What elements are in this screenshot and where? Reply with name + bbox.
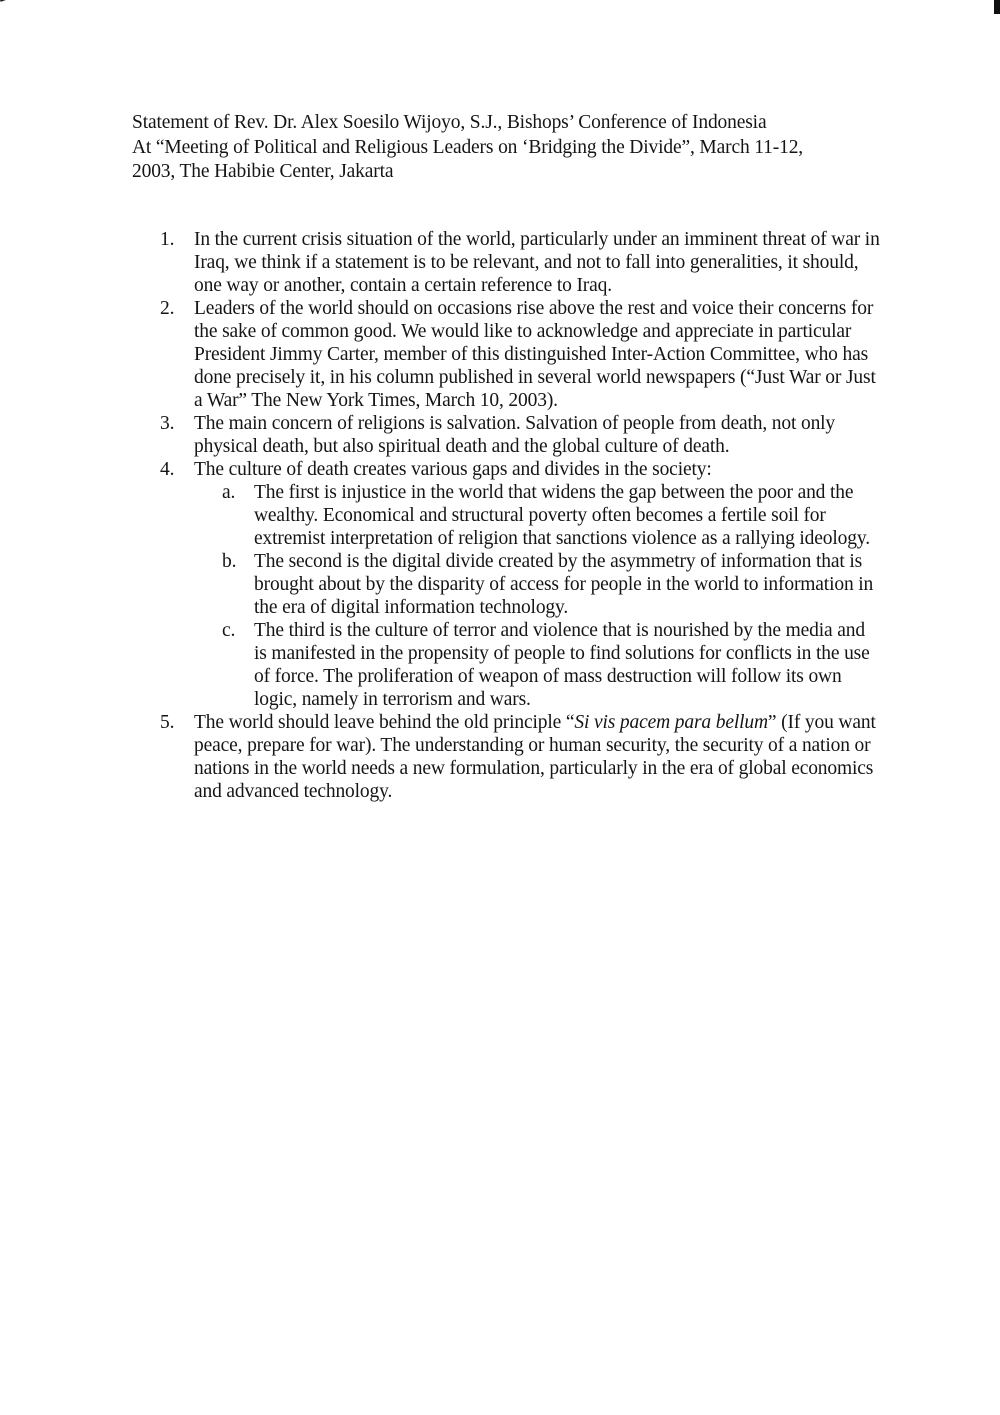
item-number: 3. [160, 413, 175, 434]
statement-items [160, 228, 880, 803]
sub-item-text: The third is the culture of terror and violence that is nourished by the media and is manifested in the propensity of people to find solutions for conflicts in the use of force. The proliferation of weapon of mass destruction will follow its own logic, namely in terrorism and wars. [254, 620, 870, 710]
sub-item-letter: b. [222, 551, 237, 572]
sub-item-letter: a. [222, 482, 236, 503]
statement-heading [132, 111, 872, 185]
list-item [160, 711, 880, 803]
heading-line: 2003, The Habibie Center, Jakarta [132, 161, 394, 182]
scan-corner-mark [0, 0, 17, 11]
sub-item-text: The first is injustice in the world that widens the gap between the poor and the wealthy. Economical and structural poverty often becomes a fertile soil for extremist interpretation of religion that sanctions violence as a rallying ideology. [254, 482, 870, 549]
heading-line: At “Meeting of Political and Religious Leaders on ‘Bridging the Divide”, March 11-12, [132, 136, 804, 158]
item-number: 1. [160, 229, 175, 250]
list-item [160, 458, 880, 711]
item-text: The main concern of religions is salvation. Salvation of people from death, not only physical death, but also spiritual death and the global culture of death. [194, 413, 836, 457]
item-text: Leaders of the world should on occasions rise above the rest and voice their concerns for the sake of common good. We would like to acknowledge and appreciate in particular President Jimmy Carter, member of this distinguished Inter-Action Committee, who has done precisely it, in his column published in several world newspapers (“Just War or Just a War” The New York Times, March 10, 2003). [194, 298, 876, 411]
list-item [160, 297, 880, 412]
item-number: 2. [160, 298, 175, 319]
latin-motto: Si vis pacem para bellum [574, 712, 768, 733]
item-text: The culture of death creates various gaps and divides in the society: [194, 459, 712, 480]
sub-item [222, 550, 880, 619]
list-item [160, 412, 880, 458]
sub-item [222, 481, 880, 550]
list-item [160, 228, 880, 297]
item-text: In the current crisis situation of the world, particularly under an imminent threat of war in Iraq, we think if a statement is to be relevant, and not to fall into generalities, it should, one way or another, contain a certain reference to Iraq. [194, 229, 880, 296]
heading-line: Statement of Rev. Dr. Alex Soesilo Wijoyo, S.J., Bishops’ Conference of Indonesia [132, 112, 767, 133]
scan-edge-mark [994, 0, 1000, 14]
item-number: 4. [160, 459, 175, 480]
sub-item-letter: c. [222, 620, 236, 641]
sub-item-text: The second is the digital divide created by the asymmetry of information that is brought about by the disparity of access for people in the world to information in the era of digital information technology. [254, 551, 874, 618]
item-text-before: The world should leave behind the old principle “ [194, 712, 575, 733]
item-number: 5. [160, 712, 175, 733]
sub-item [222, 619, 880, 711]
item-text-after: ” (If you want peace, prepare for war). The understanding or human security, the security of a nation or nations in the world needs a new formulation, particularly in the era of global economics and advanced technology. [194, 712, 876, 802]
